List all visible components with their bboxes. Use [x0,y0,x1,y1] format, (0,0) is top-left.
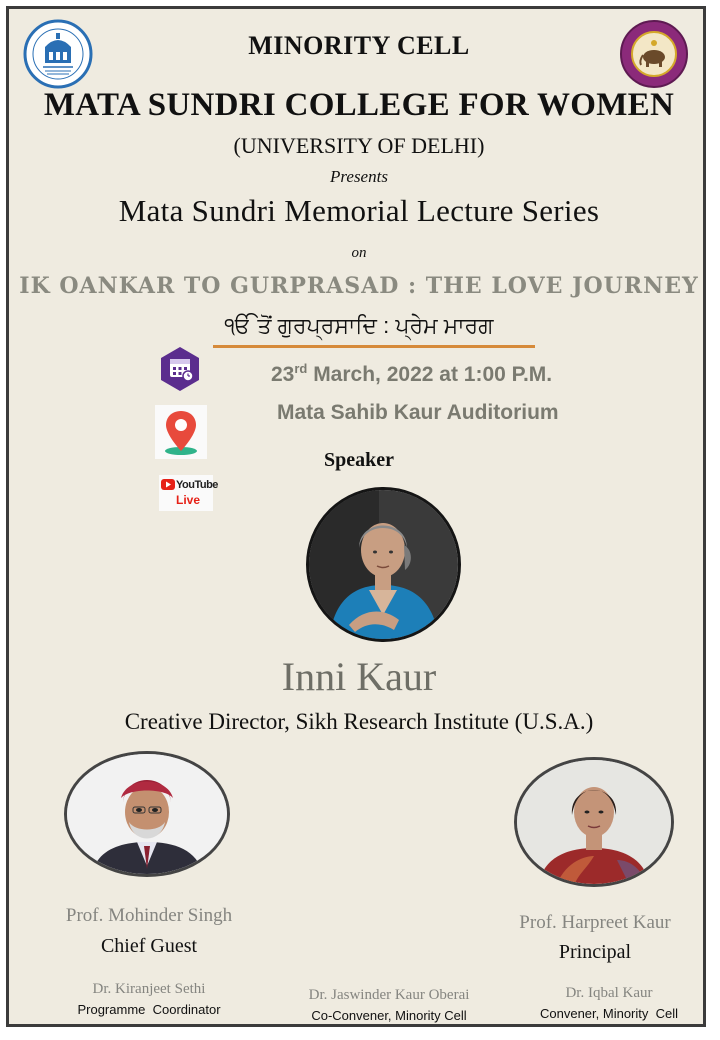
calendar-icon [159,346,201,392]
on-text: on [351,245,367,261]
youtube-label: YouTube [176,479,218,491]
youtube-play-icon [161,479,175,490]
chief-guest-role: Chief Guest [100,935,198,957]
title-underline [213,345,535,348]
principal-name: Prof. Harpreet Kaur [519,912,671,933]
speaker-name: Inni Kaur [281,654,437,699]
co-convener-name: Dr. Jaswinder Kaur Oberai [308,987,470,1003]
poster [6,6,706,1027]
lecture-title-gurmukhi: ੴ ਤੋਂ ਗੁਰਪ੍ਰਸਾਦਿ : ਪ੍ਰੇਮ ਮਾਰਗ [224,313,494,338]
university-name: (UNIVERSITY OF DELHI) [233,133,485,158]
minority-cell-heading: MINORITY CELL [248,31,470,60]
presents-text: Presents [330,167,388,186]
event-date: 23rd March, 2022 at 1:00 P.M. [271,361,553,386]
speaker-role: Creative Director, Sikh Research Institute (U.S.A.) [124,709,594,734]
convener-name: Dr. Iqbal Kaur [565,985,653,1001]
chief-guest-name: Prof. Mohinder Singh [65,905,233,926]
coordinator-name: Dr. Kiranjeet Sethi [92,981,206,997]
chief-guest-photo [64,751,230,877]
speaker-photo [306,487,461,642]
college-name: MATA SUNDRI COLLEGE FOR WOMEN [43,87,675,123]
lecture-title: IK OANKAR TO GURPRASAD : THE LOVE JOURNEY [19,273,699,299]
lecture-series-title: Mata Sundri Memorial Lecture Series [118,193,600,228]
live-label: Live [176,493,201,507]
speaker-heading: Speaker [324,449,394,471]
coordinator-role: Programme Coordinator [77,1002,221,1017]
event-venue: Mata Sahib Kaur Auditorium [277,401,559,424]
principal-role: Principal [558,941,632,963]
principal-photo [514,757,674,887]
convener-role: Convener, Minority Cell [540,1006,678,1021]
youtube-live-icon [159,475,218,511]
co-convener-role: Co-Convener, Minority Cell [311,1008,467,1023]
